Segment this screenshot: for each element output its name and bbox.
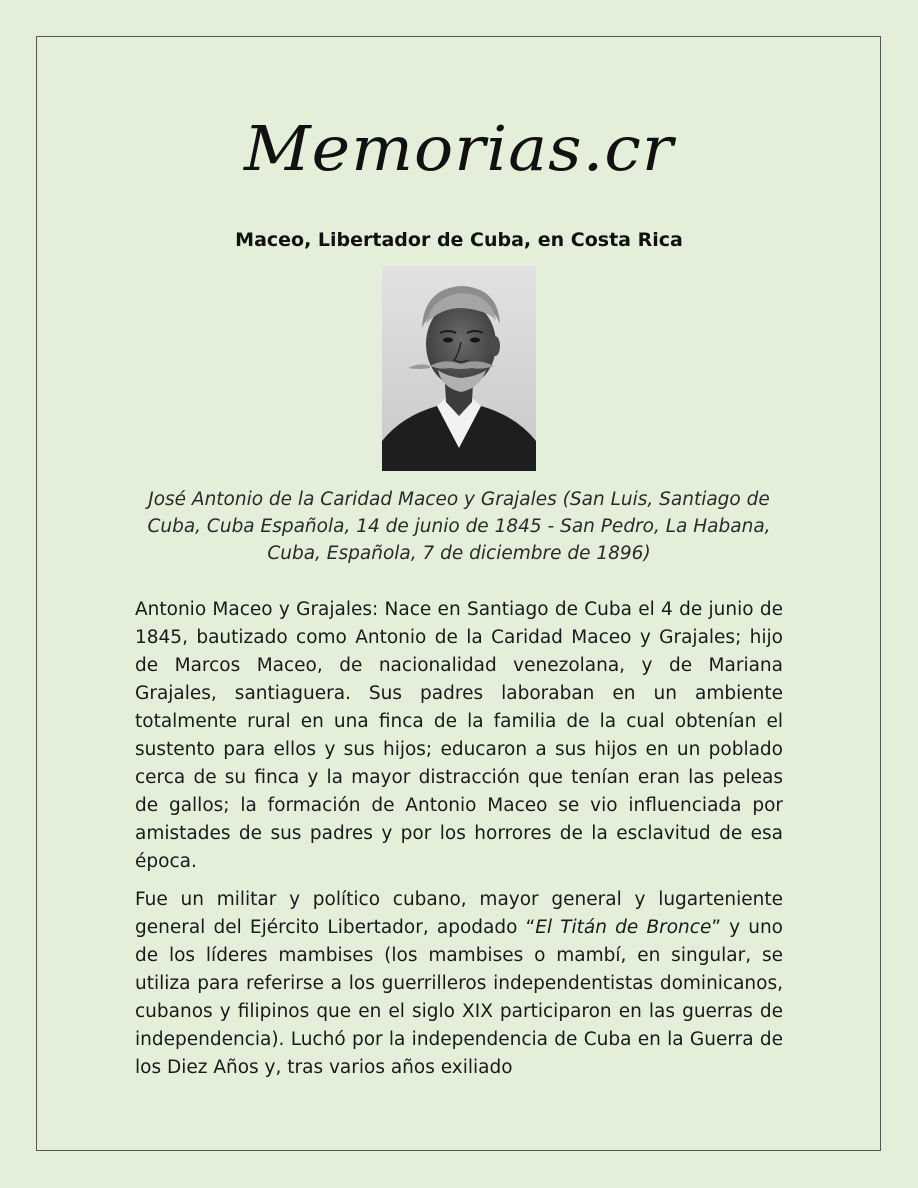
nickname-italic: El Titán de Bronce xyxy=(535,917,712,938)
portrait-caption: José Antonio de la Caridad Maceo y Grajales (San Luis, Santiago de Cuba, Cuba Española, 14 de junio de 1845 - San Pedro, La Habana, Cuba, Española, 7 de diciembre de 1896) xyxy=(147,489,771,564)
portrait-illustration xyxy=(382,266,536,471)
site-logo: Memorias.cr xyxy=(243,112,675,185)
portrait-photo xyxy=(382,266,536,471)
paragraph-2-text-end: ” y uno de los líderes mambises (los mambises o mambí, en singular, se utiliza para referirse a los guerrilleros independentistas dominicanos, cubanos y filipinos que en el siglo XIX participaron en las guerras de independencia). Luchó por la independencia de Cuba en la Guerra de los Diez Años y, tras varios años exiliado xyxy=(135,917,783,1078)
article-paragraph-2 xyxy=(135,886,783,1082)
article-paragraph-1: Antonio Maceo y Grajales: Nace en Santiago de Cuba el 4 de junio de 1845, bautizado como Antonio de la Caridad Maceo y Grajales; hijo de Marcos Maceo, de nacionalidad venezolana, y de Mariana Grajales, santiaguera. Sus padres laboraban en un ambiente totalmente rural en una finca de la familia de la cual obtenían el sustento para ellos y sus hijos; educaron a sus hijos en un poblado cerca de su finca y la mayor distracción que tenían eran las peleas de gallos; la formación de Antonio Maceo se vio influenciada por amistades de sus padres y por los horrores de la esclavitud de esa época. xyxy=(135,599,783,872)
article-title: Maceo, Libertador de Cuba, en Costa Rica xyxy=(235,229,683,251)
paragraph-2-text-start: Fue un militar y político cubano, mayor general y lugarteniente general del Ejército Libertador, apodado “ xyxy=(135,889,783,938)
